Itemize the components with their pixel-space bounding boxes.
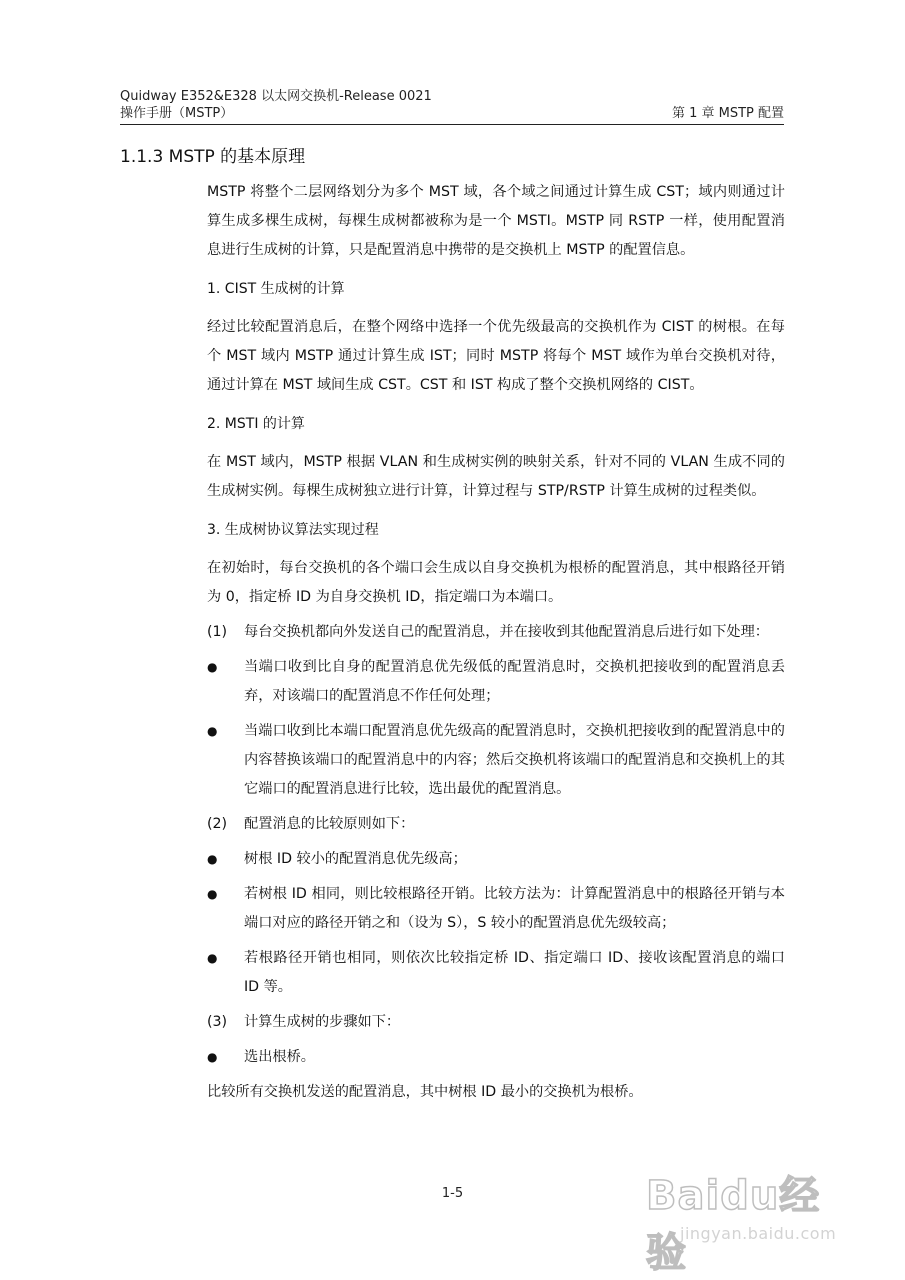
algorithm-steps bbox=[207, 618, 785, 1072]
closing-paragraph: 比较所有交换机发送的配置消息，其中树根 ID 最小的交换机为根桥。 bbox=[207, 1084, 643, 1100]
cist-heading: 1. CIST 生成树的计算 bbox=[207, 281, 345, 297]
list-item bbox=[207, 618, 785, 647]
bullet-icon: ● bbox=[207, 724, 218, 738]
bullet-icon: ● bbox=[207, 660, 218, 674]
header-manual-name: 操作手册（MSTP） bbox=[120, 106, 234, 121]
step-number: (3) bbox=[207, 1014, 228, 1030]
bullet-icon: ● bbox=[207, 951, 218, 965]
msti-heading: 2. MSTI 的计算 bbox=[207, 416, 305, 432]
header-product-line: Quidway E352&E328 以太网交换机-Release 0021 bbox=[120, 89, 432, 104]
bullet-text: 树根 ID 较小的配置消息优先级高； bbox=[244, 851, 467, 867]
cist-paragraph: 经过比较配置消息后，在整个网络中选择一个优先级最高的交换机作为 CIST 的树根。在每个 MST 域内 MSTP 通过计算生成 IST；同时 MSTP 将每个 MST 域作为单台交换机对待，通过计算在 MST 域间生成 CST。CST 和 IST 构成了整个交换机网络的 CIST。 bbox=[207, 319, 785, 393]
list-item bbox=[207, 653, 785, 711]
page-header bbox=[120, 88, 784, 122]
list-item bbox=[207, 717, 785, 804]
bullet-text: 当端口收到比自身的配置消息优先级低的配置消息时，交换机把接收到的配置消息丢弃，对该端口的配置消息不作任何处理； bbox=[244, 659, 785, 704]
watermark-brand: Baidu经验 bbox=[646, 1173, 821, 1276]
header-divider bbox=[120, 124, 784, 125]
list-item bbox=[207, 1008, 785, 1037]
bullet-icon: ● bbox=[207, 852, 218, 866]
intro-paragraph: MSTP 将整个二层网络划分为多个 MST 域，各个域之间通过计算生成 CST；域内则通过计算生成多棵生成树，每棵生成树都被称为是一个 MSTI。MSTP 同 RSTP 一样，使用配置消息进行生成树的计算，只是配置消息中携带的是交换机上 MSTP 的配置信息。 bbox=[207, 184, 785, 258]
algorithm-paragraph: 在初始时，每台交换机的各个端口会生成以自身交换机为根桥的配置消息，其中根路径开销为 0，指定桥 ID 为自身交换机 ID，指定端口为本端口。 bbox=[207, 560, 785, 605]
bullet-text: 选出根桥。 bbox=[244, 1049, 315, 1065]
bullet-text: 当端口收到比本端口配置消息优先级高的配置消息时，交换机把接收到的配置消息中的内容替换该端口的配置消息中的内容；然后交换机将该端口的配置消息和交换机上的其它端口的配置消息进行比较，选出最优的配置消息。 bbox=[244, 723, 785, 797]
watermark-url: jingyan.baidu.com bbox=[680, 1224, 837, 1243]
document-body bbox=[207, 178, 785, 1107]
list-item bbox=[207, 1043, 785, 1072]
step-text: 计算生成树的步骤如下： bbox=[244, 1014, 401, 1030]
step-number: (2) bbox=[207, 816, 228, 832]
bullet-icon: ● bbox=[207, 1050, 218, 1064]
algorithm-heading: 3. 生成树协议算法实现过程 bbox=[207, 522, 379, 538]
step-text: 每台交换机都向外发送自己的配置消息，并在接收到其他配置消息后进行如下处理： bbox=[244, 624, 769, 640]
bullet-text: 若根路径开销也相同，则依次比较指定桥 ID、指定端口 ID、接收该配置消息的端口 ID 等。 bbox=[244, 950, 785, 995]
list-item bbox=[207, 944, 785, 1002]
header-row bbox=[120, 105, 784, 122]
list-item bbox=[207, 845, 785, 874]
header-chapter: 第 1 章 MSTP 配置 bbox=[671, 106, 784, 121]
msti-paragraph: 在 MST 域内，MSTP 根据 VLAN 和生成树实例的映射关系，针对不同的 VLAN 生成不同的生成树实例。每棵生成树独立进行计算，计算过程与 STP/RSTP 计算生成树的过程类似。 bbox=[207, 454, 785, 499]
bullet-icon: ● bbox=[207, 887, 218, 901]
bullet-text: 若树根 ID 相同，则比较根路径开销。比较方法为：计算配置消息中的根路径开销与本端口对应的路径开销之和（设为 S），S 较小的配置消息优先级较高； bbox=[244, 886, 785, 931]
page-number: 1-5 bbox=[441, 1186, 464, 1201]
step-text: 配置消息的比较原则如下： bbox=[244, 816, 415, 832]
step-number: (1) bbox=[207, 624, 228, 640]
section-title: 1.1.3 MSTP 的基本原理 bbox=[120, 147, 306, 167]
baidu-watermark-logo bbox=[646, 1146, 856, 1276]
list-item bbox=[207, 880, 785, 938]
list-item bbox=[207, 810, 785, 839]
